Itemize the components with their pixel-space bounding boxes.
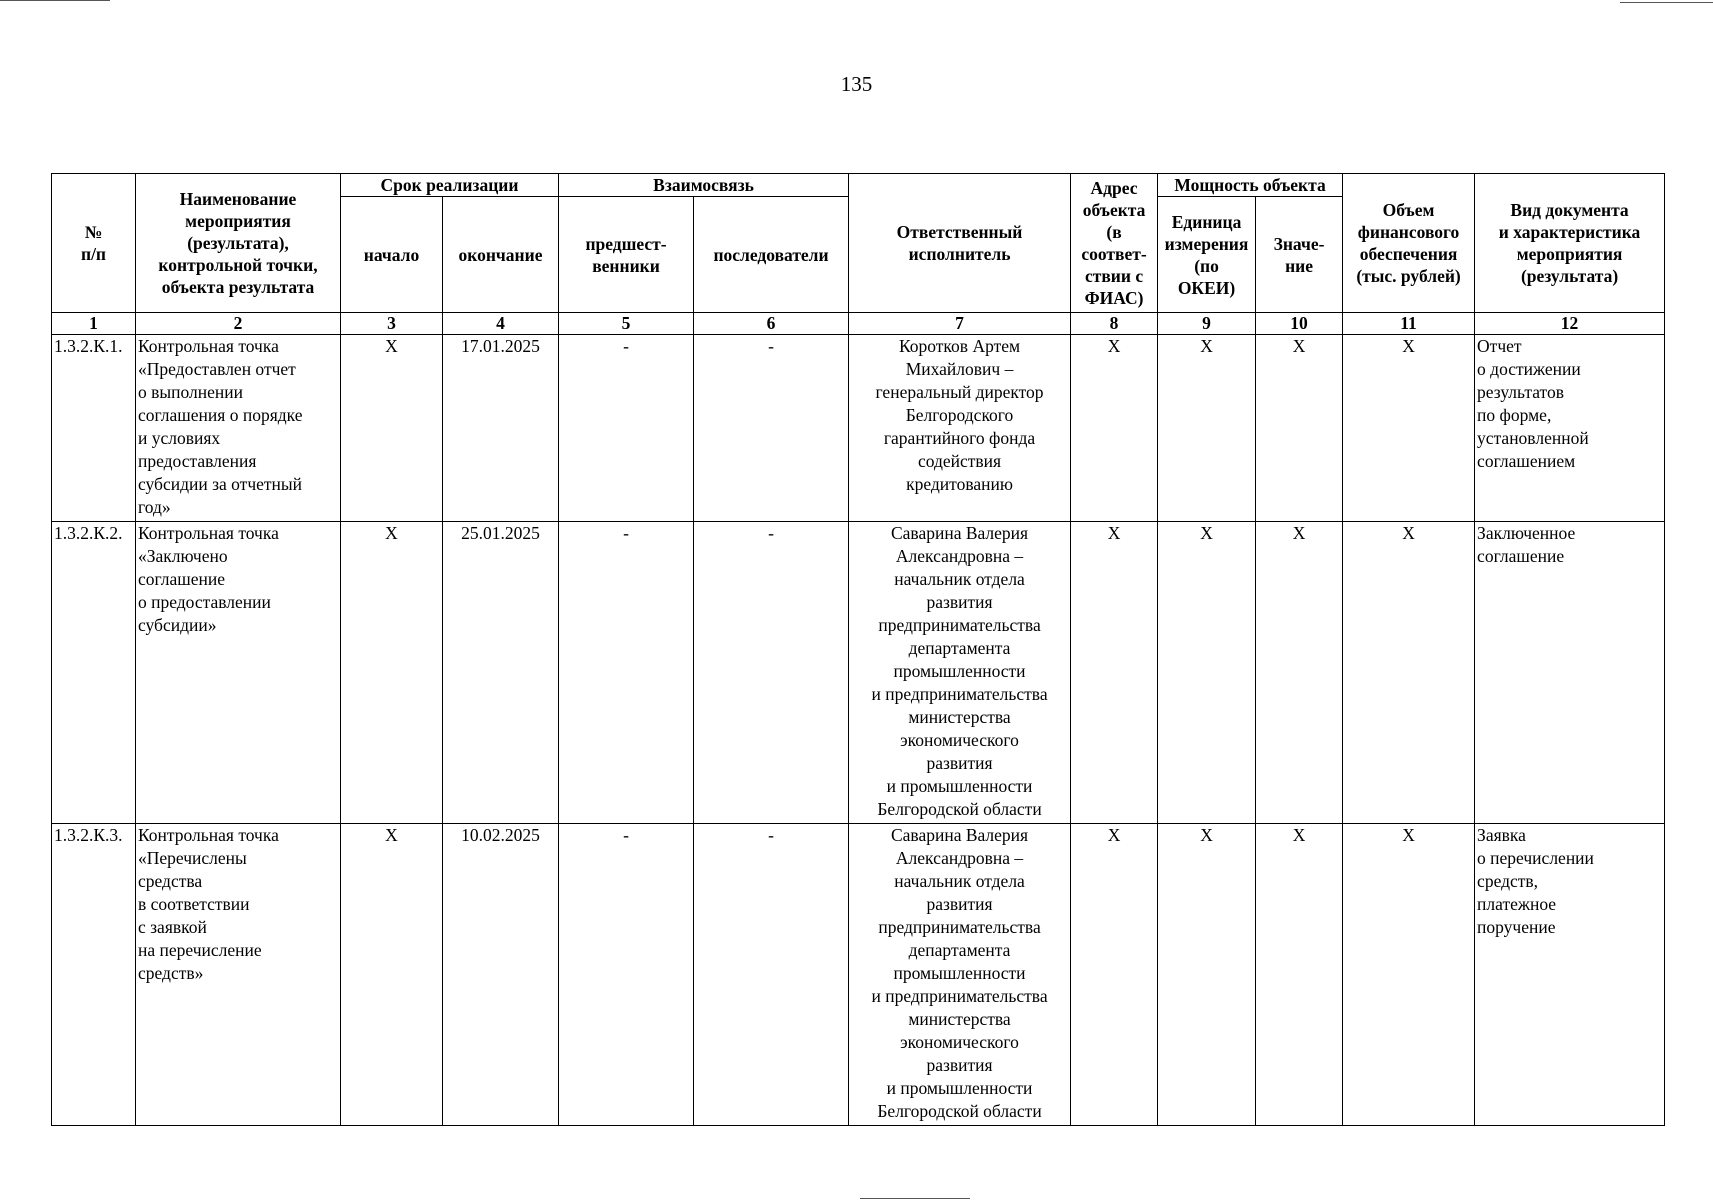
row-num: 1.3.2.К.3. [52, 824, 136, 1126]
row-value: X [1256, 522, 1343, 824]
header-term-start: начало [341, 197, 443, 313]
row-finance: X [1343, 824, 1475, 1126]
row-finance: X [1343, 522, 1475, 824]
column-number: 5 [559, 313, 694, 335]
row-unit: X [1158, 335, 1256, 522]
column-number: 9 [1158, 313, 1256, 335]
page-number: 135 [840, 72, 873, 96]
header-term-end: окончание [443, 197, 559, 313]
header-link-succ: последователи [694, 197, 849, 313]
row-address: X [1071, 824, 1158, 1126]
row-unit: X [1158, 824, 1256, 1126]
row-value: X [1256, 335, 1343, 522]
header-term: Срок реализации [341, 174, 559, 197]
column-number: 1 [52, 313, 136, 335]
row-name: Контрольная точка «Предоставлен отчет о выполнении соглашения о порядке и условиях предоставления субсидии за отчетный год» [136, 335, 341, 522]
column-number: 2 [136, 313, 341, 335]
row-name: Контрольная точка «Заключено соглашение о предоставлении субсидии» [136, 522, 341, 824]
header-num: № п/п [52, 174, 136, 313]
row-end: 25.01.2025 [443, 522, 559, 824]
row-doc: Заявка о перечислении средств, платежное поручение [1475, 824, 1665, 1126]
column-number: 6 [694, 313, 849, 335]
row-start: X [341, 522, 443, 824]
top-right-edge-line [1620, 2, 1713, 3]
row-num: 1.3.2.К.1. [52, 335, 136, 522]
row-start: X [341, 824, 443, 1126]
table-row [52, 522, 1665, 824]
column-number: 4 [443, 313, 559, 335]
row-executor: Саварина Валерия Александровна – начальник отдела развития предпринимательства департамента промышленности и предпринимательства министерства экономического развития и промышленности Белгородской области [849, 522, 1071, 824]
row-doc: Отчет о достижении результатов по форме, установленной соглашением [1475, 335, 1665, 522]
header-capacity: Мощность объекта [1158, 174, 1343, 197]
plan-table [51, 173, 1665, 1126]
header-executor: Ответственный исполнитель [849, 174, 1071, 313]
row-value: X [1256, 824, 1343, 1126]
row-end: 10.02.2025 [443, 824, 559, 1126]
row-doc: Заключенное соглашение [1475, 522, 1665, 824]
row-pred: - [559, 824, 694, 1126]
header-link: Взаимосвязь [559, 174, 849, 197]
column-number: 3 [341, 313, 443, 335]
top-left-edge-line [0, 0, 110, 1]
bottom-edge-line [860, 1198, 970, 1199]
row-pred: - [559, 335, 694, 522]
header-name: Наименование мероприятия (результата), контрольной точки, объекта результата [136, 174, 341, 313]
row-pred: - [559, 522, 694, 824]
header-address: Адрес объекта (в соответ- ствии с ФИАС) [1071, 174, 1158, 313]
row-unit: X [1158, 522, 1256, 824]
table-row [52, 824, 1665, 1126]
row-address: X [1071, 335, 1158, 522]
column-number: 10 [1256, 313, 1343, 335]
table-row [52, 335, 1665, 522]
row-executor: Саварина Валерия Александровна – начальник отдела развития предпринимательства департамента промышленности и предпринимательства министерства экономического развития и промышленности Белгородской области [849, 824, 1071, 1126]
row-start: X [341, 335, 443, 522]
column-number: 7 [849, 313, 1071, 335]
row-succ: - [694, 335, 849, 522]
row-succ: - [694, 522, 849, 824]
row-name: Контрольная точка «Перечислены средства в соответствии с заявкой на перечисление средств» [136, 824, 341, 1126]
header-capacity-unit: Единица измерения (по ОКЕИ) [1158, 197, 1256, 313]
column-number: 8 [1071, 313, 1158, 335]
row-executor: Коротков Артем Михайлович – генеральный директор Белгородского гарантийного фонда содействия кредитованию [849, 335, 1071, 522]
row-end: 17.01.2025 [443, 335, 559, 522]
column-number: 11 [1343, 313, 1475, 335]
header-link-pred: предшест- венники [559, 197, 694, 313]
header-finance: Объем финансового обеспечения (тыс. рублей) [1343, 174, 1475, 313]
row-num: 1.3.2.К.2. [52, 522, 136, 824]
column-number: 12 [1475, 313, 1665, 335]
row-address: X [1071, 522, 1158, 824]
header-doc: Вид документа и характеристика мероприятия (результата) [1475, 174, 1665, 313]
row-succ: - [694, 824, 849, 1126]
header-capacity-value: Значе- ние [1256, 197, 1343, 313]
row-finance: X [1343, 335, 1475, 522]
